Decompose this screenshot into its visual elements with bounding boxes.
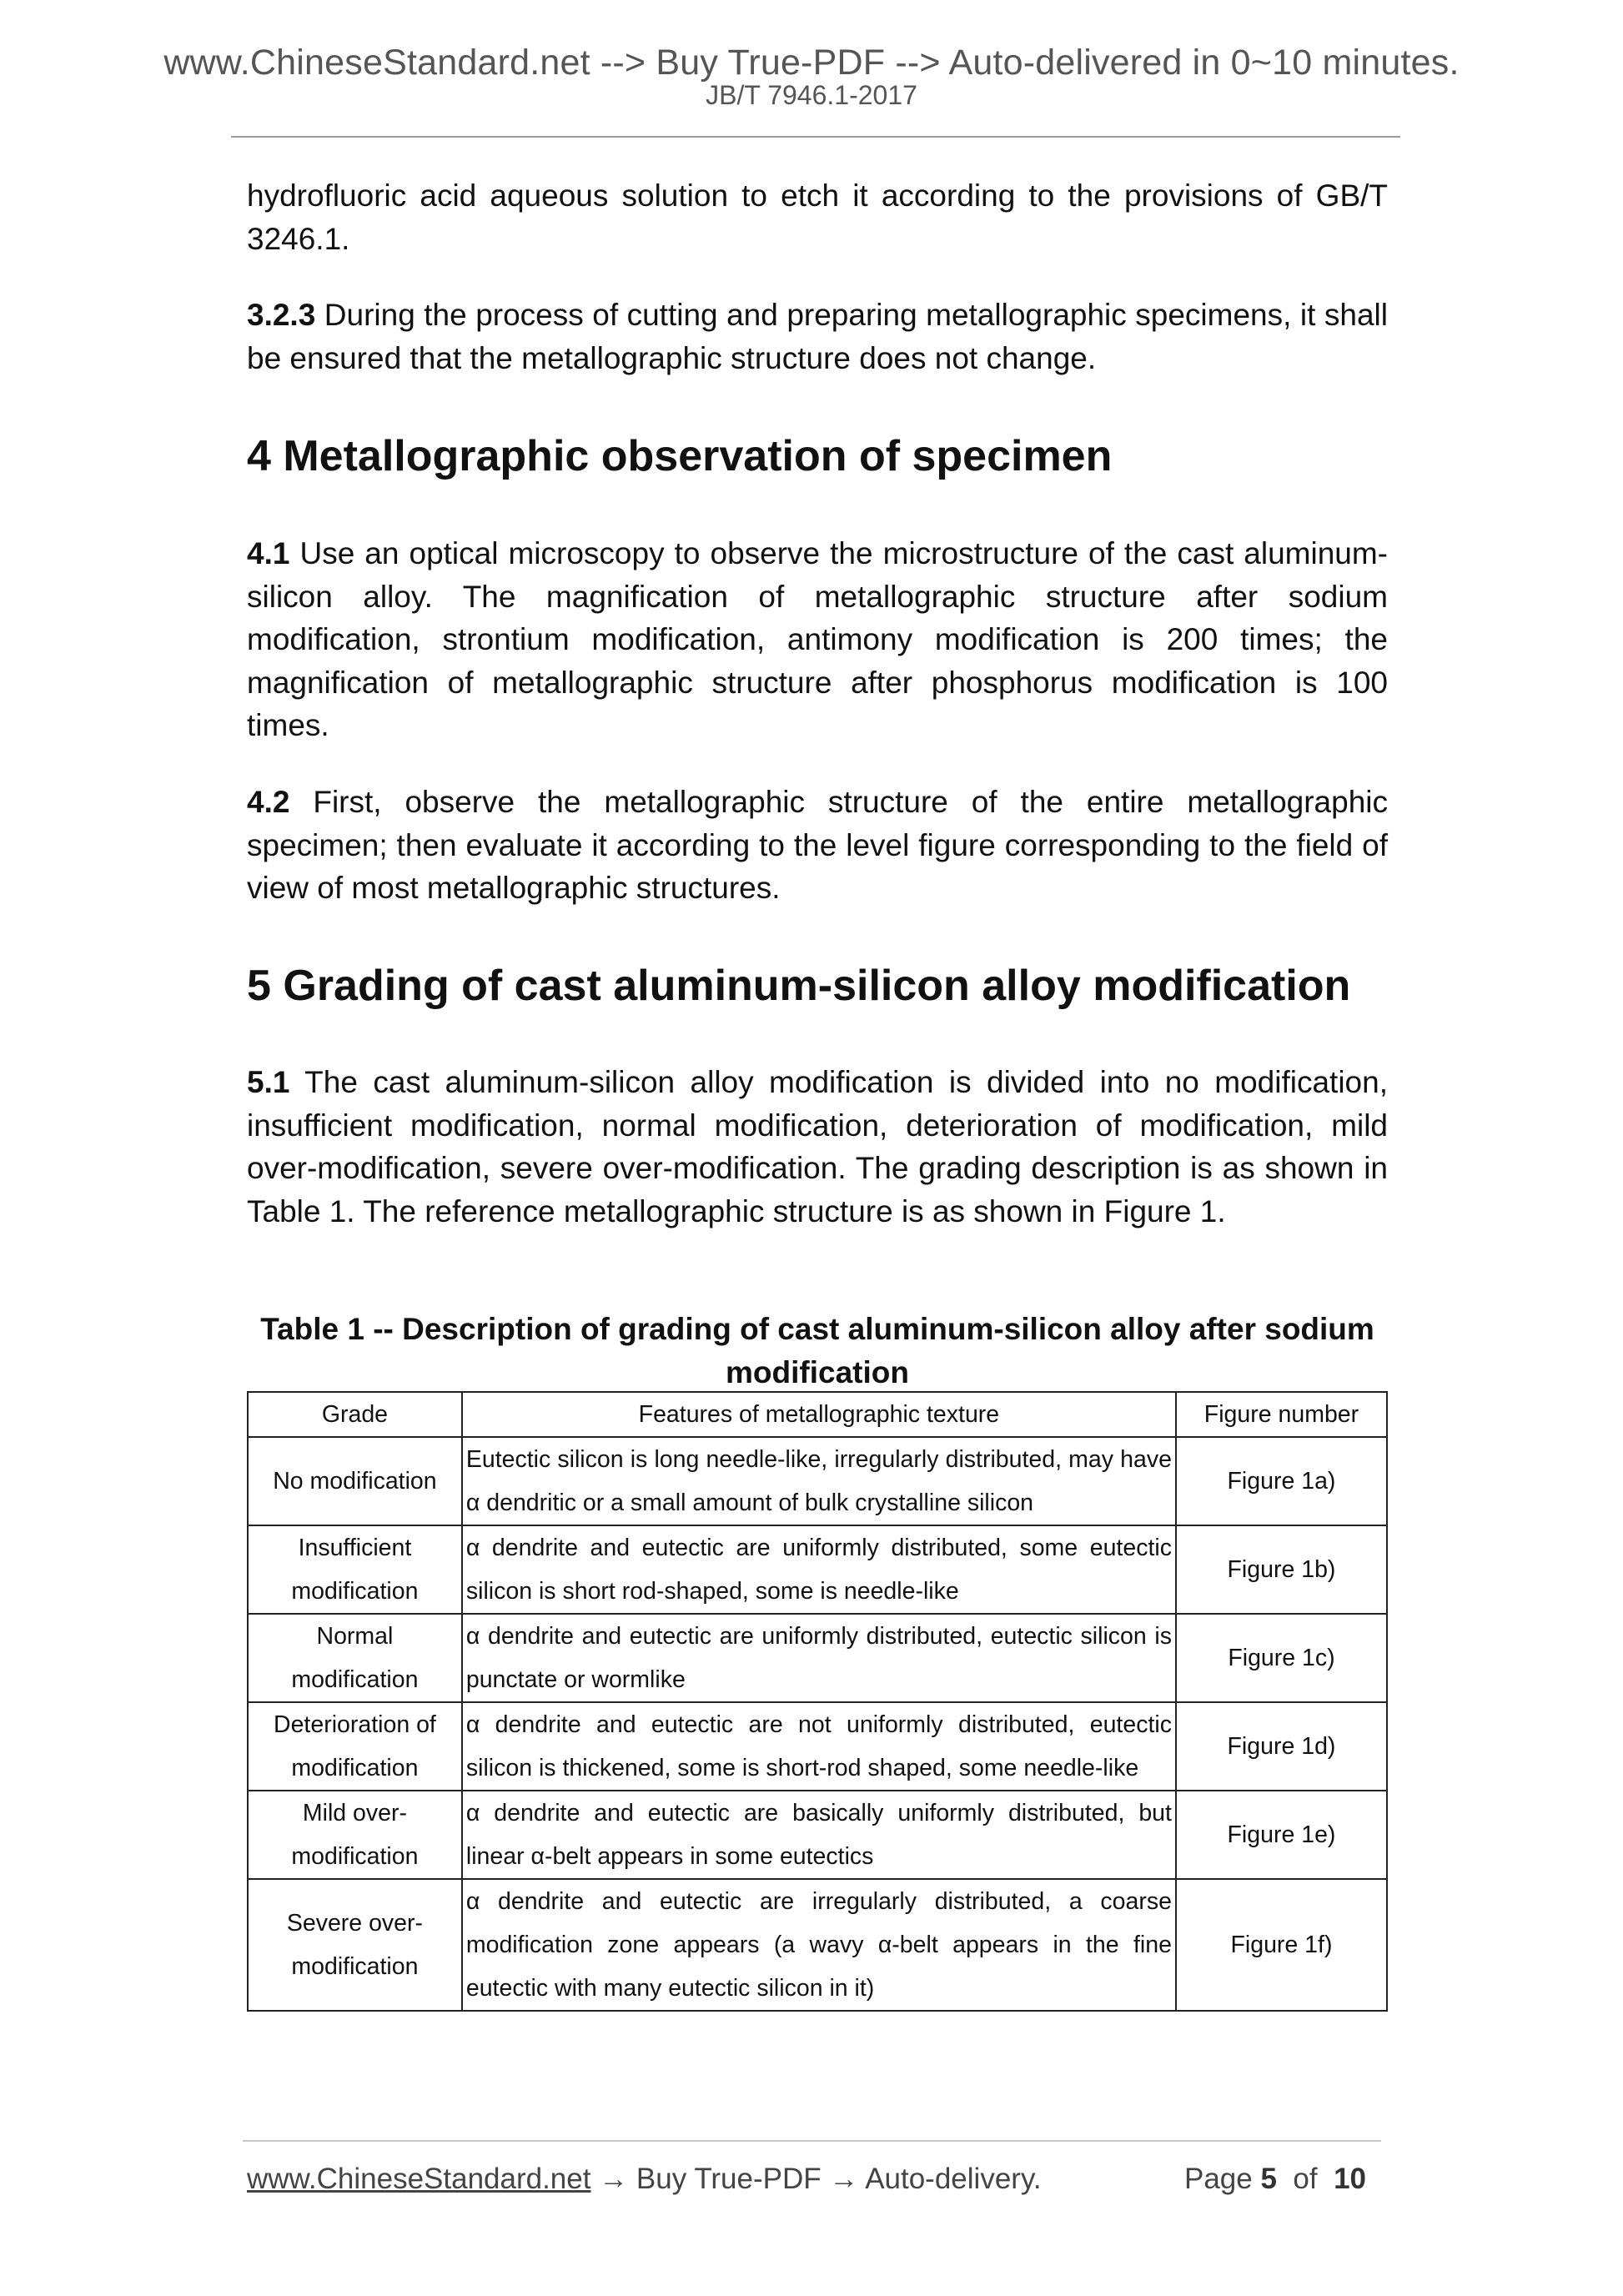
cell-grade: Mild over-modification <box>248 1791 462 1879</box>
table-row <box>248 1614 1387 1702</box>
table-header-row <box>248 1392 1387 1437</box>
arrow-icon: → <box>821 2163 866 2195</box>
clause-text: Use an optical microscopy to observe the microstructure of the cast aluminum-silicon alloy. The magnification of metallographic structure after sodium modification, strontium modification, antimony modification is 200 times; the magnification of metallographic structure after phosphorus modification is 100 times. <box>247 536 1388 742</box>
paragraph-4-2 <box>247 781 1388 910</box>
footer-delivery-text: Auto-delivery. <box>865 2163 1042 2195</box>
cell-figure: Figure 1e) <box>1176 1791 1387 1879</box>
table-row <box>248 1525 1387 1614</box>
page-number: 5 <box>1260 2163 1277 2195</box>
clause-number: 5.1 <box>247 1065 290 1099</box>
header-figure: Figure number <box>1176 1392 1387 1437</box>
cell-grade: Deterioration of modification <box>248 1702 462 1791</box>
cell-figure: Figure 1c) <box>1176 1614 1387 1702</box>
cell-features: α dendrite and eutectic are basically uniformly distributed, but linear α-belt appears in some eutectics <box>462 1791 1176 1879</box>
cell-features: α dendrite and eutectic are irregularly distributed, a coarse modification zone appears (a wavy α-belt appears in the fine eutectic with many eutectic silicon in it) <box>462 1879 1176 2011</box>
clause-text: The cast aluminum-silicon alloy modification is divided into no modification, insufficient modification, normal modification, deterioration of modification, mild over-modification, severe over-modification. The grading description is as shown in Table 1. The reference metallographic structure is as shown in Figure 1. <box>247 1065 1388 1228</box>
cell-figure: Figure 1a) <box>1176 1437 1387 1525</box>
header-divider <box>231 136 1400 138</box>
table-row <box>248 1702 1387 1791</box>
arrow-icon: → <box>590 2163 636 2195</box>
footer-buy-text: Buy True-PDF <box>636 2163 822 2195</box>
page-indicator <box>1184 2162 1366 2197</box>
header-features: Features of metallographic texture <box>462 1392 1176 1437</box>
clause-number: 4.2 <box>247 785 290 819</box>
cell-features: α dendrite and eutectic are uniformly distributed, some eutectic silicon is short rod-shaped, some is needle-like <box>462 1525 1176 1614</box>
page-total: 10 <box>1334 2163 1366 2195</box>
footer-site-link[interactable]: www.ChineseStandard.net <box>247 2163 591 2195</box>
paragraph-4-1 <box>247 532 1388 747</box>
cell-grade: Insufficient modification <box>248 1525 462 1614</box>
section-heading-4: 4 Metallographic observation of specimen <box>247 432 1113 480</box>
table-row <box>248 1791 1387 1879</box>
cell-grade: No modification <box>248 1437 462 1525</box>
paragraph-5-1 <box>247 1061 1388 1233</box>
page-label: Page <box>1184 2163 1253 2195</box>
paragraph-3-2-3 <box>247 294 1388 379</box>
paragraph-intro: hydrofluoric acid aqueous solution to etch it according to the provisions of GB/T 3246.1. <box>247 178 1388 256</box>
cell-figure: Figure 1b) <box>1176 1525 1387 1614</box>
cell-grade: Normal modification <box>248 1614 462 1702</box>
standard-code: JB/T 7946.1-2017 <box>706 80 917 110</box>
table-caption: Table 1 -- Description of grading of cast aluminum-silicon alloy after sodium modification <box>260 1312 1374 1389</box>
footer-divider <box>243 2140 1381 2142</box>
section-heading-5: 5 Grading of cast aluminum-silicon alloy modification <box>247 962 1351 1010</box>
cell-figure: Figure 1d) <box>1176 1702 1387 1791</box>
cell-features: α dendrite and eutectic are uniformly distributed, eutectic silicon is punctate or wormlike <box>462 1614 1176 1702</box>
clause-number: 4.1 <box>247 536 290 570</box>
cell-features: α dendrite and eutectic are not uniformly distributed, eutectic silicon is thickened, some is short-rod shaped, some needle-like <box>462 1702 1176 1791</box>
table-row <box>248 1879 1387 2011</box>
clause-text: First, observe the metallographic structure of the entire metallographic specimen; then evaluate it according to the level figure corresponding to the field of view of most metallographic structures. <box>247 785 1388 905</box>
cell-features: Eutectic silicon is long needle-like, irregularly distributed, may have α dendritic or a small amount of bulk crystalline silicon <box>462 1437 1176 1525</box>
of-label: of <box>1293 2163 1318 2195</box>
source-banner[interactable]: www.ChineseStandard.net --> Buy True-PDF --> Auto-delivered in 0~10 minutes. <box>163 43 1460 83</box>
table-row <box>248 1437 1387 1525</box>
cell-grade: Severe over-modification <box>248 1879 462 2011</box>
clause-text: During the process of cutting and preparing metallographic specimens, it shall be ensured that the metallographic structure does not change. <box>247 298 1388 375</box>
grading-table <box>247 1391 1388 2012</box>
header-grade: Grade <box>248 1392 462 1437</box>
clause-number: 3.2.3 <box>247 298 316 332</box>
footer-promo <box>247 2162 1042 2197</box>
cell-figure: Figure 1f) <box>1176 1879 1387 2011</box>
